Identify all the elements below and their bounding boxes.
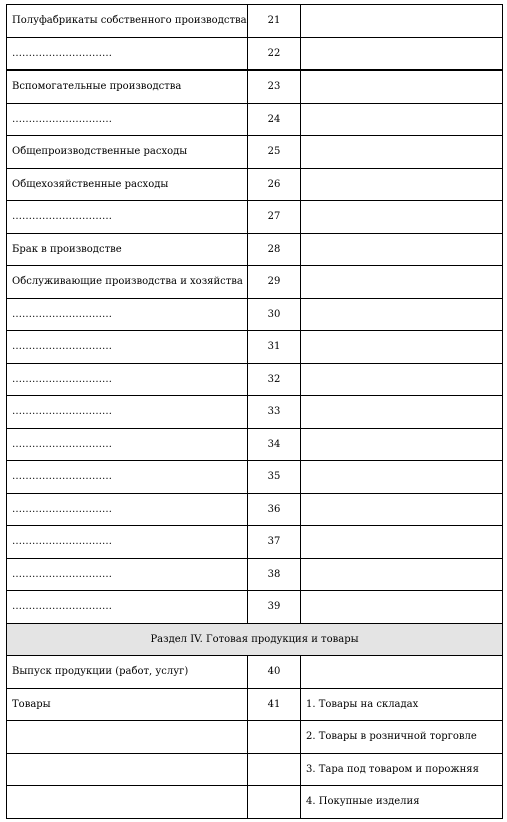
account-name-cell: ………………………… [7,428,248,461]
account-name-cell: ………………………… [7,298,248,331]
table-row [7,201,503,234]
account-name-cell: Общехозяйственные расходы [7,168,248,201]
account-name-cell: ………………………… [7,37,248,70]
account-name-cell [7,786,248,819]
table-row [7,753,503,786]
subaccount-cell [301,591,503,624]
table-row [7,70,503,103]
subaccount-cell [301,37,503,70]
table-row [7,5,503,38]
subaccount-cell [301,136,503,169]
chart-of-accounts-table [6,4,503,819]
account-name-cell: ………………………… [7,201,248,234]
subaccount-cell: 4. Покупные изделия [301,786,503,819]
account-number-cell: 41 [248,688,301,721]
account-name-cell: ………………………… [7,526,248,559]
account-number-cell: 24 [248,103,301,136]
table-row [7,461,503,494]
account-name-cell: Полуфабрикаты собственного производства [7,5,248,38]
account-number-cell: 37 [248,526,301,559]
subaccount-cell [301,5,503,38]
subaccount-cell [301,428,503,461]
subaccount-cell [301,266,503,299]
account-number-cell: 22 [248,37,301,70]
section-header-row [7,623,503,656]
subaccount-cell: 3. Тара под товаром и порожняя [301,753,503,786]
subaccount-cell [301,493,503,526]
table-row [7,396,503,429]
account-name-cell: Выпуск продукции (работ, услуг) [7,656,248,689]
account-name-cell: ………………………… [7,591,248,624]
subaccount-cell [301,298,503,331]
subaccount-cell [301,526,503,559]
subaccount-cell [301,656,503,689]
account-number-cell: 30 [248,298,301,331]
account-number-cell: 25 [248,136,301,169]
table-row [7,656,503,689]
table-row [7,298,503,331]
account-number-cell: 28 [248,233,301,266]
account-number-cell: 36 [248,493,301,526]
table-row [7,721,503,754]
subaccount-cell [301,201,503,234]
account-number-cell: 21 [248,5,301,38]
account-number-cell [248,753,301,786]
account-number-cell: 34 [248,428,301,461]
account-name-cell: Брак в производстве [7,233,248,266]
subaccount-cell [301,331,503,364]
account-number-cell: 33 [248,396,301,429]
table-row [7,786,503,819]
section-title: Раздел IV. Готовая продукция и товары [7,623,503,656]
table-row [7,331,503,364]
account-name-cell: ………………………… [7,493,248,526]
account-name-cell [7,753,248,786]
account-name-cell: ………………………… [7,363,248,396]
table-body [7,5,503,819]
account-number-cell: 32 [248,363,301,396]
account-number-cell: 29 [248,266,301,299]
table-row [7,688,503,721]
table-row [7,428,503,461]
account-number-cell: 39 [248,591,301,624]
account-number-cell: 38 [248,558,301,591]
account-number-cell: 27 [248,201,301,234]
account-name-cell: ………………………… [7,331,248,364]
account-name-cell: ………………………… [7,396,248,429]
account-number-cell: 40 [248,656,301,689]
account-name-cell [7,721,248,754]
subaccount-cell [301,168,503,201]
subaccount-cell [301,461,503,494]
subaccount-cell: 2. Товары в розничной торговле [301,721,503,754]
account-name-cell: Обслуживающие производства и хозяйства [7,266,248,299]
account-name-cell: ………………………… [7,558,248,591]
subaccount-cell [301,396,503,429]
subaccount-cell [301,558,503,591]
table-row [7,363,503,396]
table-row [7,233,503,266]
table-row [7,103,503,136]
account-name-cell: ………………………… [7,103,248,136]
table-row [7,493,503,526]
account-number-cell [248,721,301,754]
account-name-cell: Вспомогательные производства [7,70,248,103]
table-row [7,168,503,201]
table-row [7,136,503,169]
subaccount-cell [301,103,503,136]
table-row [7,37,503,70]
account-number-cell: 35 [248,461,301,494]
account-name-cell: Общепроизводственные расходы [7,136,248,169]
subaccount-cell: 1. Товары на складах [301,688,503,721]
account-number-cell: 23 [248,70,301,103]
account-number-cell: 26 [248,168,301,201]
account-name-cell: ………………………… [7,461,248,494]
table-row [7,558,503,591]
subaccount-cell [301,363,503,396]
account-number-cell: 31 [248,331,301,364]
table-row [7,526,503,559]
account-number-cell [248,786,301,819]
subaccount-cell [301,233,503,266]
table-row [7,591,503,624]
subaccount-cell [301,70,503,103]
table-row [7,266,503,299]
account-name-cell: Товары [7,688,248,721]
